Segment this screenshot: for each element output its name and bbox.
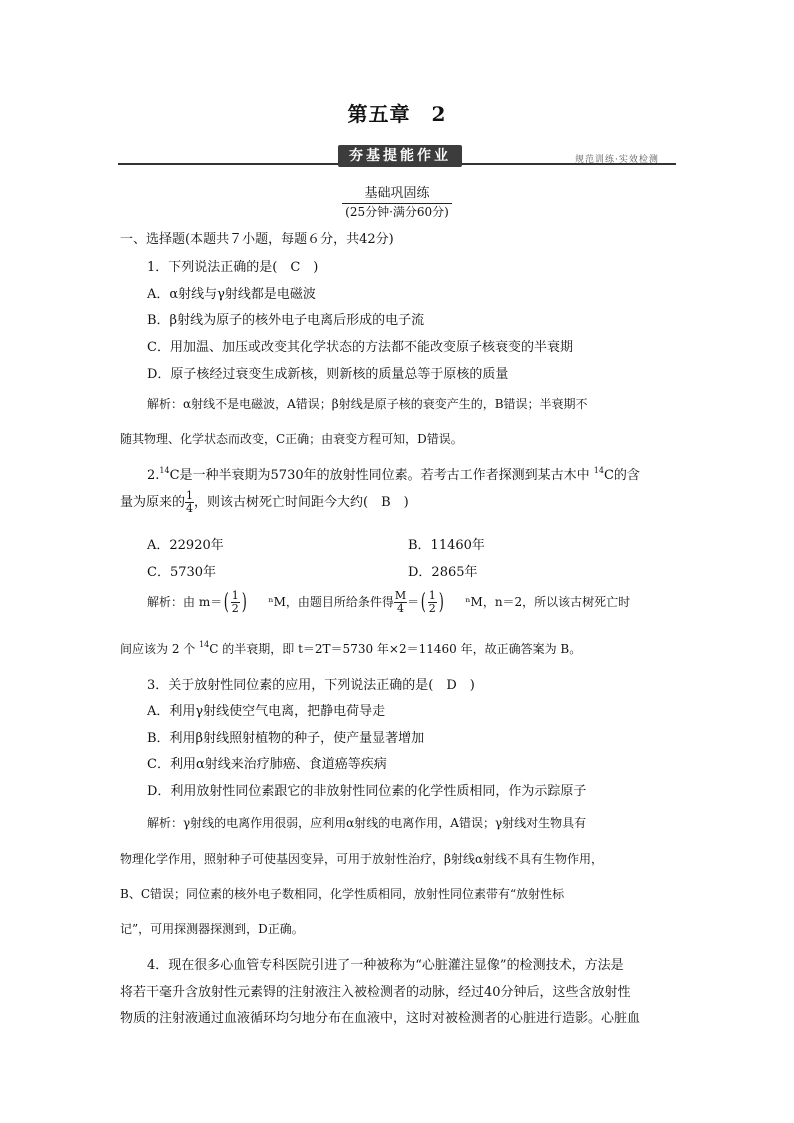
half-denominator-2: 2 bbox=[428, 602, 436, 615]
q4-line3: 物质的注射液通过血液循环均匀地分布在血液中，这时对被检测者的心脏进行造影。心脏血 bbox=[120, 1011, 641, 1026]
q1-option-b: B．β射线为原子的核外电子电离后形成的电子流 bbox=[147, 313, 425, 328]
q2-superscript-2: 14 bbox=[593, 466, 604, 475]
q2-ana2-superscript: 14 bbox=[199, 640, 210, 649]
q2-analysis-line1 bbox=[147, 590, 630, 615]
q1-stem: 1．下列说法正确的是( C ) bbox=[147, 260, 319, 275]
q2-option-a: A．22920年 bbox=[147, 538, 224, 553]
q2-ana2-tail: C 的半衰期，即 t＝2T＝5730 年×2＝11460 年，故正确答案为 B。 bbox=[209, 642, 582, 656]
q2-ana-text2: ⁿM，由题目所给条件得 bbox=[268, 595, 394, 609]
half-denominator-1: 2 bbox=[231, 602, 239, 615]
q2-fraction-numerator: 1 bbox=[186, 489, 194, 502]
paren-left-1: ( bbox=[223, 589, 230, 615]
q2-superscript: 14 bbox=[159, 466, 170, 475]
q2-ana2-text: 间应该为 2 个 bbox=[120, 642, 200, 656]
q3-option-a: A．利用γ射线使空气电离，把静电荷导走 bbox=[147, 704, 386, 719]
q2-option-c: C．5730年 bbox=[147, 565, 217, 580]
m-denominator: 4 bbox=[397, 602, 404, 615]
q4-line1: 4．现在很多心血管专科医院引进了一种被称为“心脏灌注显像”的检测技术，方法是 bbox=[147, 958, 624, 973]
q2-fraction bbox=[185, 490, 194, 515]
q1-option-a: A．α射线与γ射线都是电磁波 bbox=[147, 287, 316, 302]
q2-stem2-tail: ，则该古树死亡时间距今大约( B ) bbox=[194, 495, 409, 510]
q2-option-d: D．2865年 bbox=[408, 565, 478, 580]
section-title-wrap bbox=[0, 182, 794, 204]
q1-option-c: C．用加温、加压或改变其化学状态的方法都不能改变原子核衰变的半衰期 bbox=[147, 340, 573, 355]
part-heading: 一、选择题(本题共７小题，每题６分，共42分) bbox=[120, 232, 394, 247]
paren-right-1: ) bbox=[241, 589, 247, 615]
q2-fraction-denominator: 4 bbox=[186, 502, 194, 515]
q3-analysis-line1: 解析：γ射线的电离作用很弱，应利用α射线的电离作用，A错误；γ射线对生物具有 bbox=[147, 816, 587, 830]
q2-stem-tail: C的含 bbox=[603, 468, 640, 483]
q2-ana-half-2 bbox=[428, 590, 437, 615]
q1-analysis-line1: 解析：α射线不是电磁波，A错误；β射线是原子核的衰变产生的，B错误；半衰期不 bbox=[147, 397, 588, 411]
q2-ana-text3: ⁿM，n＝2，所以该古树死亡时 bbox=[465, 595, 631, 609]
banner-tagline: 规范训练·实效检测 bbox=[575, 155, 659, 165]
half-numerator-2: 1 bbox=[428, 589, 436, 602]
paren-right-2: ) bbox=[438, 589, 444, 615]
q2-stem-text: C是一种半衰期为5730年的放射性同位素。若考古工作者探测到某古木中 bbox=[169, 468, 590, 483]
q3-analysis-line3: B、C错误；同位素的核外电子数相同，化学性质相同，放射性同位素带有“放射性标 bbox=[120, 887, 565, 901]
q2-stem-line1 bbox=[147, 464, 640, 483]
half-numerator-1: 1 bbox=[231, 589, 239, 602]
q2-analysis-line2 bbox=[120, 640, 581, 657]
q2-ana-m-frac bbox=[394, 590, 407, 615]
paren-left-2: ( bbox=[420, 589, 427, 615]
q1-option-d: D．原子核经过衰变生成新核，则新核的质量总等于原核的质量 bbox=[147, 367, 509, 382]
banner-title: 夯基提能作业 bbox=[338, 145, 462, 167]
q3-stem: 3．关于放射性同位素的应用，下列说法正确的是( D ) bbox=[147, 678, 475, 693]
section-title: 基础巩固练 bbox=[342, 182, 451, 204]
q2-stem-line2 bbox=[120, 490, 409, 515]
q4-line2: 将若干毫升含放射性元素锝的注射液注入被检测者的动脉，经过40分钟后，这些含放射性 bbox=[120, 985, 631, 1000]
q3-option-c: C．利用α射线来治疗肺癌、食道癌等疾病 bbox=[147, 757, 387, 772]
q2-stem2-text: 量为原来的 bbox=[120, 495, 186, 510]
q2-number: 2. bbox=[147, 468, 160, 483]
q3-analysis-line4: 记”，可用探测器探测到，D正确。 bbox=[120, 922, 304, 936]
q3-analysis-line2: 物理化学作用，照射种子可使基因变异，可用于放射性治疗，β射线α射线不具有生物作用， bbox=[120, 852, 604, 866]
m-numerator: M bbox=[394, 589, 407, 602]
q3-option-d: D．利用放射性同位素跟它的非放射性同位素的化学性质相同，作为示踪原子 bbox=[147, 784, 587, 799]
q2-option-b: B．11460年 bbox=[408, 538, 485, 553]
chapter-title: 第五章 2 bbox=[347, 102, 447, 126]
section-note: (25分钟·满分60分) bbox=[345, 205, 449, 219]
q3-option-b: B．利用β射线照射植物的种子，使产量显著增加 bbox=[147, 731, 425, 746]
q2-ana-half-1 bbox=[231, 590, 240, 615]
q1-analysis-line2: 随其物理、化学状态而改变，C正确；由衰变方程可知，D错误。 bbox=[120, 432, 463, 446]
q2-ana-equals: ＝ bbox=[407, 595, 420, 609]
q2-ana-text1: 解析：由 m＝ bbox=[147, 595, 223, 609]
